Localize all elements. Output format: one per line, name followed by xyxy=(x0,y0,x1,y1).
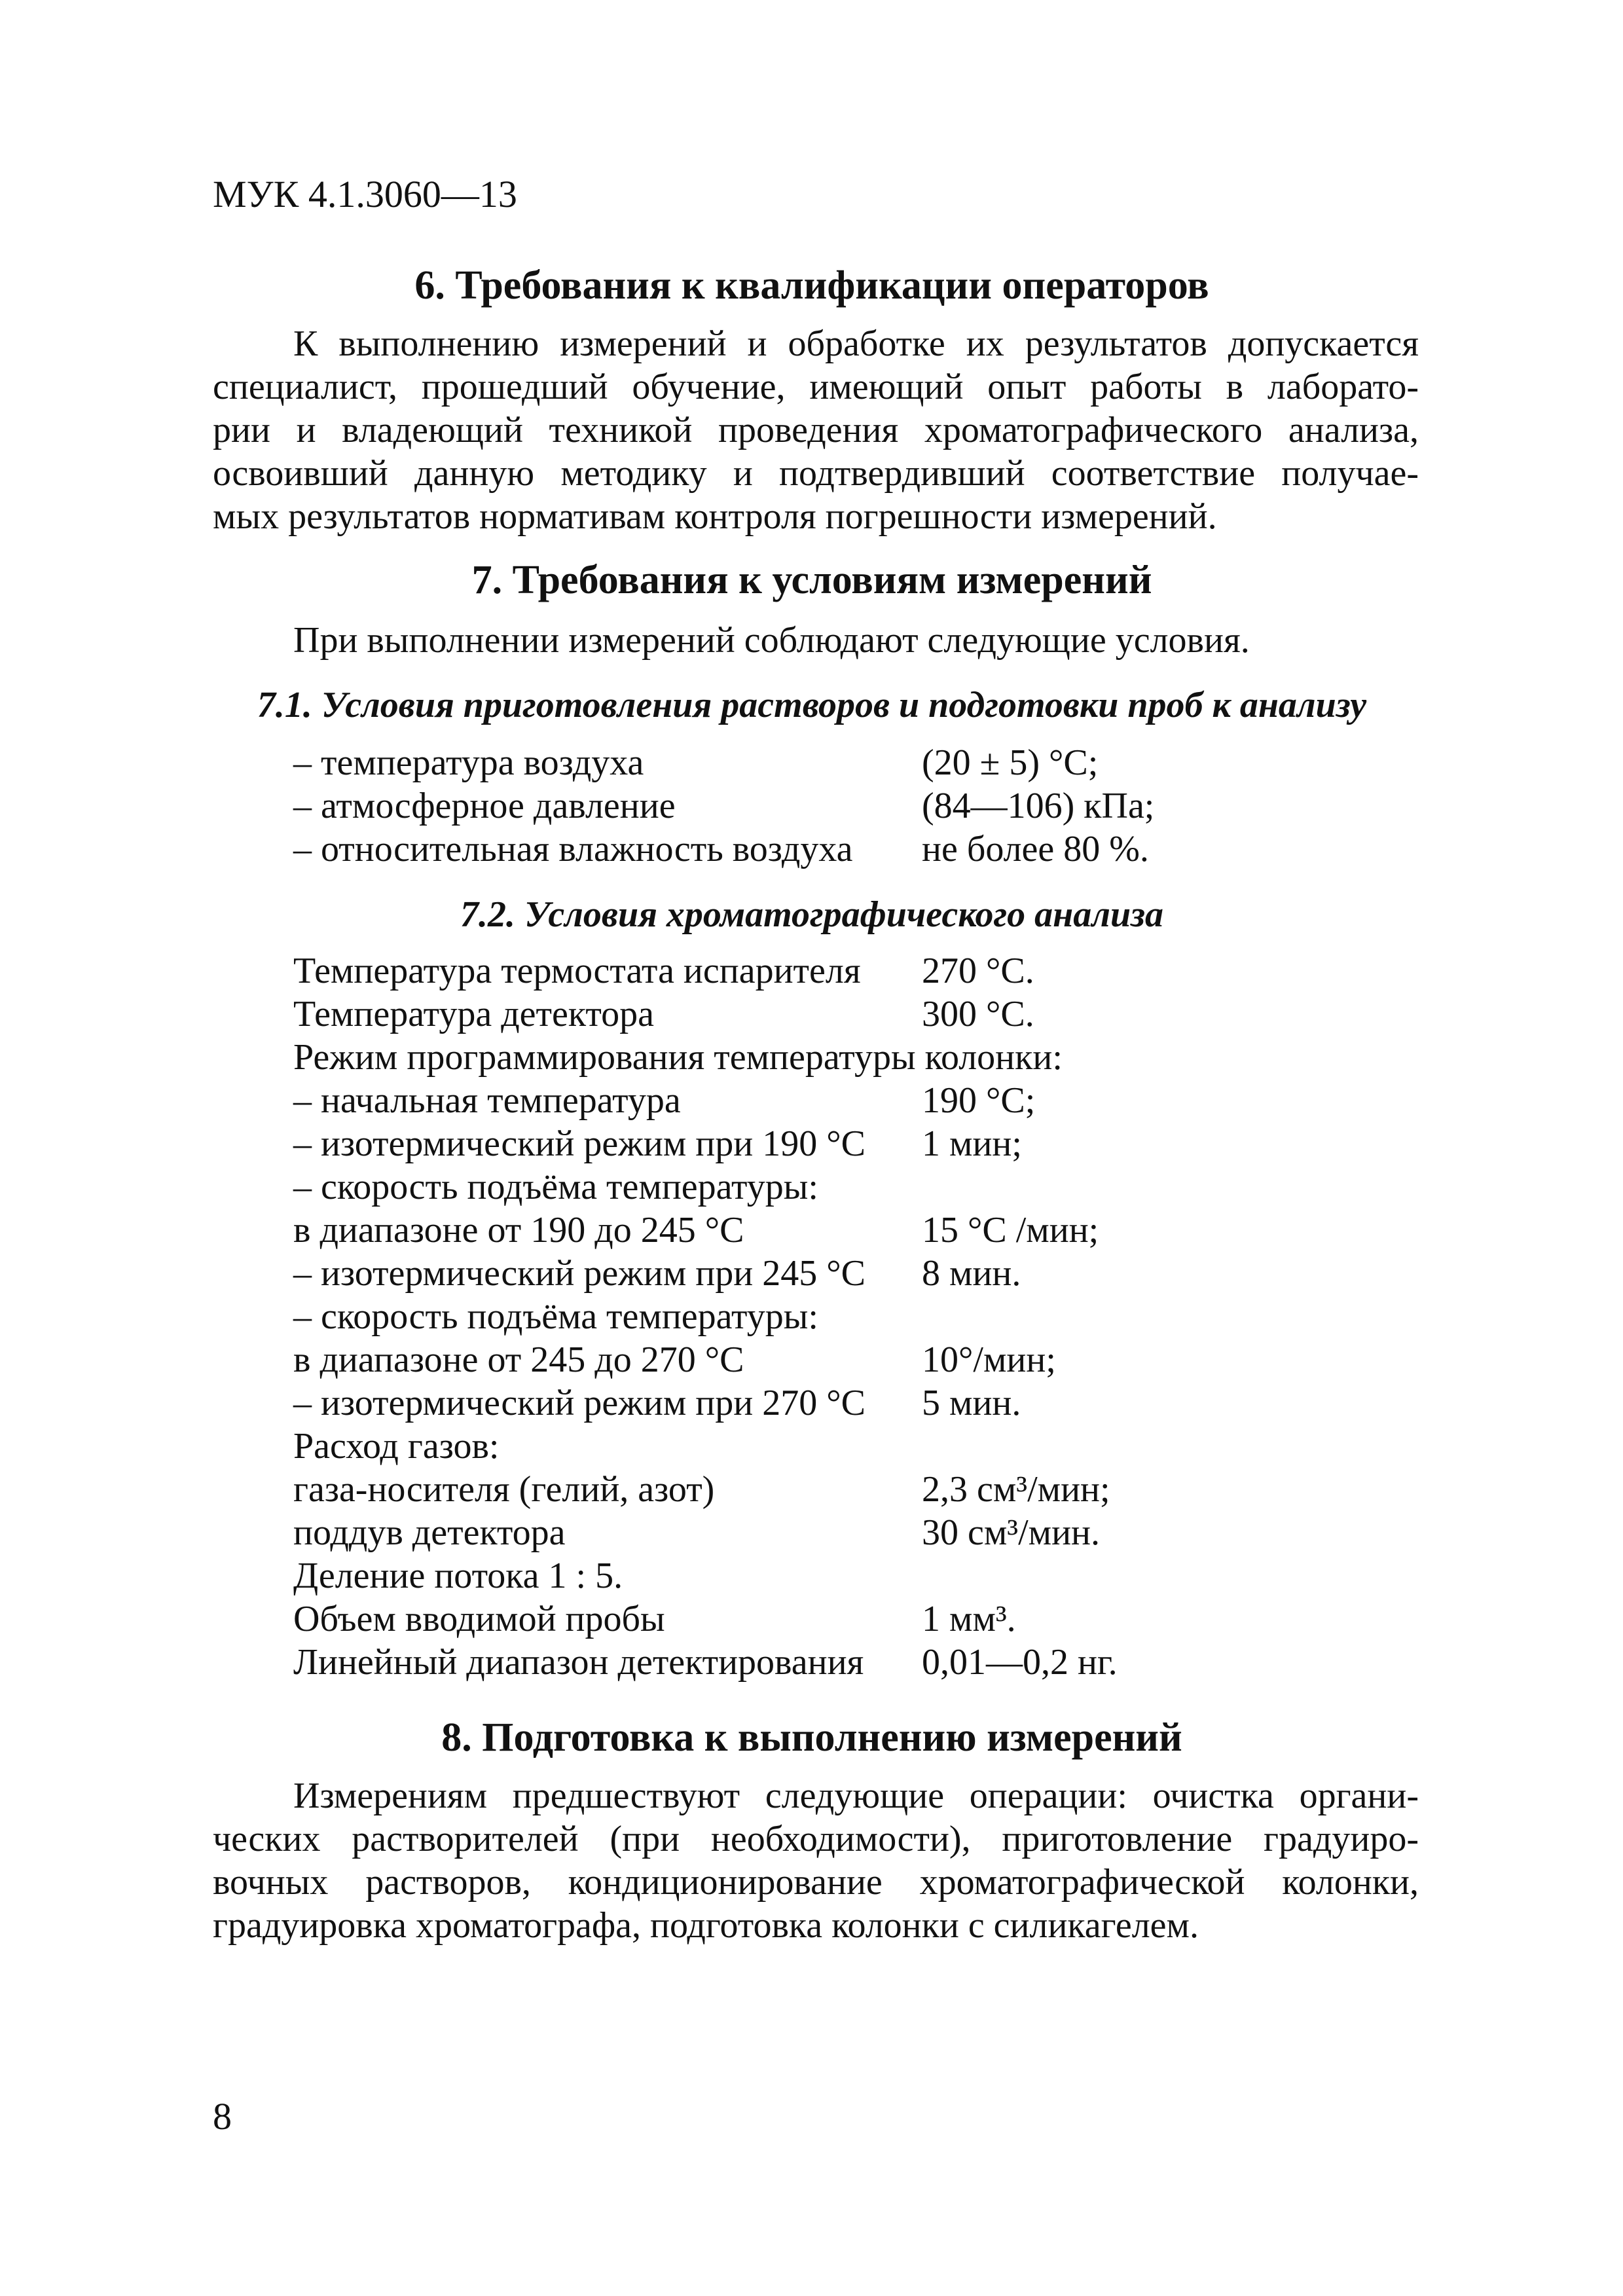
analysis-label: газа-носителя (гелий, азот) xyxy=(293,1469,715,1510)
section-7-intro: При выполнении измерений соблюдают следующие условия. xyxy=(293,620,1250,661)
analysis-label: Объем вводимой пробы xyxy=(293,1599,665,1639)
analysis-label: поддув детектора xyxy=(293,1512,566,1553)
analysis-value: 15 °С /мин; xyxy=(922,1210,1099,1250)
analysis-value: 270 °С. xyxy=(922,951,1034,991)
analysis-label: в диапазоне от 190 до 245 °С xyxy=(293,1210,744,1250)
analysis-value: 190 °С; xyxy=(922,1080,1036,1121)
condition-label: – атмосферное давление xyxy=(293,786,676,826)
analysis-label: в диапазоне от 245 до 270 °С xyxy=(293,1339,744,1380)
analysis-label: Температура детектора xyxy=(293,994,654,1034)
analysis-value: 300 °С. xyxy=(922,994,1034,1034)
paragraph-line: специалист, прошедший обучение, имеющий опыт работы в лаборато- xyxy=(213,367,1419,407)
paragraph-line: градуировка хроматографа, подготовка колонки с силикагелем. xyxy=(213,1905,1199,1946)
section-8-paragraph xyxy=(213,1774,1419,1947)
analysis-label: – изотермический режим при 190 °С xyxy=(293,1123,866,1164)
paragraph-line: мых результатов нормативам контроля погрешности измерений. xyxy=(213,496,1217,537)
condition-value: (20 ± 5) °С; xyxy=(922,742,1099,783)
page-number: 8 xyxy=(213,2095,232,2138)
section-6-paragraph xyxy=(213,322,1419,538)
analysis-value: 10°/мин; xyxy=(922,1339,1056,1380)
analysis-value: 1 мм³. xyxy=(922,1599,1016,1639)
analysis-value: 0,01—0,2 нг. xyxy=(922,1642,1118,1683)
condition-label: – относительная влажность воздуха xyxy=(293,829,853,869)
section-6-heading: 6. Требования к квалификации операторов xyxy=(414,263,1209,308)
analysis-label: – скорость подъёма температуры: xyxy=(293,1296,818,1337)
analysis-label: Расход газов: xyxy=(293,1426,500,1467)
analysis-value: 5 мин. xyxy=(922,1383,1021,1423)
paragraph-line: К выполнению измерений и обработке их результатов допускается xyxy=(293,323,1419,364)
analysis-label: – скорость подъёма температуры: xyxy=(293,1167,818,1207)
analysis-label: Деление потока 1 : 5. xyxy=(293,1556,623,1596)
analysis-value: 2,3 см³/мин; xyxy=(922,1469,1110,1510)
subsection-7-1-heading: 7.1. Условия приготовления растворов и подготовки проб к анализу xyxy=(257,685,1367,725)
condition-value: не более 80 %. xyxy=(922,829,1149,869)
analysis-value: 1 мин; xyxy=(922,1123,1022,1164)
section-7-heading: 7. Требования к условиям измерений xyxy=(471,558,1152,602)
analysis-label: Линейный диапазон детектирования xyxy=(293,1642,864,1683)
analysis-label: Режим программирования температуры колонки: xyxy=(293,1037,1063,1078)
analysis-label: – изотермический режим при 270 °С xyxy=(293,1383,866,1423)
document-code: МУК 4.1.3060—13 xyxy=(213,173,517,215)
analysis-label: – изотермический режим при 245 °С xyxy=(293,1253,866,1294)
analysis-label: Температура термостата испарителя xyxy=(293,951,861,991)
paragraph-line: вочных растворов, кондиционирование хроматографической колонки, xyxy=(213,1862,1419,1903)
condition-value: (84—106) кПа; xyxy=(922,786,1155,826)
analysis-value: 8 мин. xyxy=(922,1253,1021,1294)
paragraph-line: Измерениям предшествуют следующие операции: очистка органи- xyxy=(293,1776,1419,1816)
section-8-heading: 8. Подготовка к выполнению измерений xyxy=(441,1715,1182,1760)
analysis-label: – начальная температура xyxy=(293,1080,681,1121)
paragraph-line: освоивший данную методику и подтвердивший соответствие получае- xyxy=(213,453,1419,494)
subsection-7-2-heading: 7.2. Условия хроматографического анализа xyxy=(460,894,1163,935)
paragraph-line: ческих растворителей (при необходимости), приготовление градуиро- xyxy=(213,1819,1419,1859)
paragraph-line: рии и владеющий техникой проведения хроматографического анализа, xyxy=(213,410,1419,450)
condition-label: – температура воздуха xyxy=(293,742,644,783)
analysis-value: 30 см³/мин. xyxy=(922,1512,1101,1553)
